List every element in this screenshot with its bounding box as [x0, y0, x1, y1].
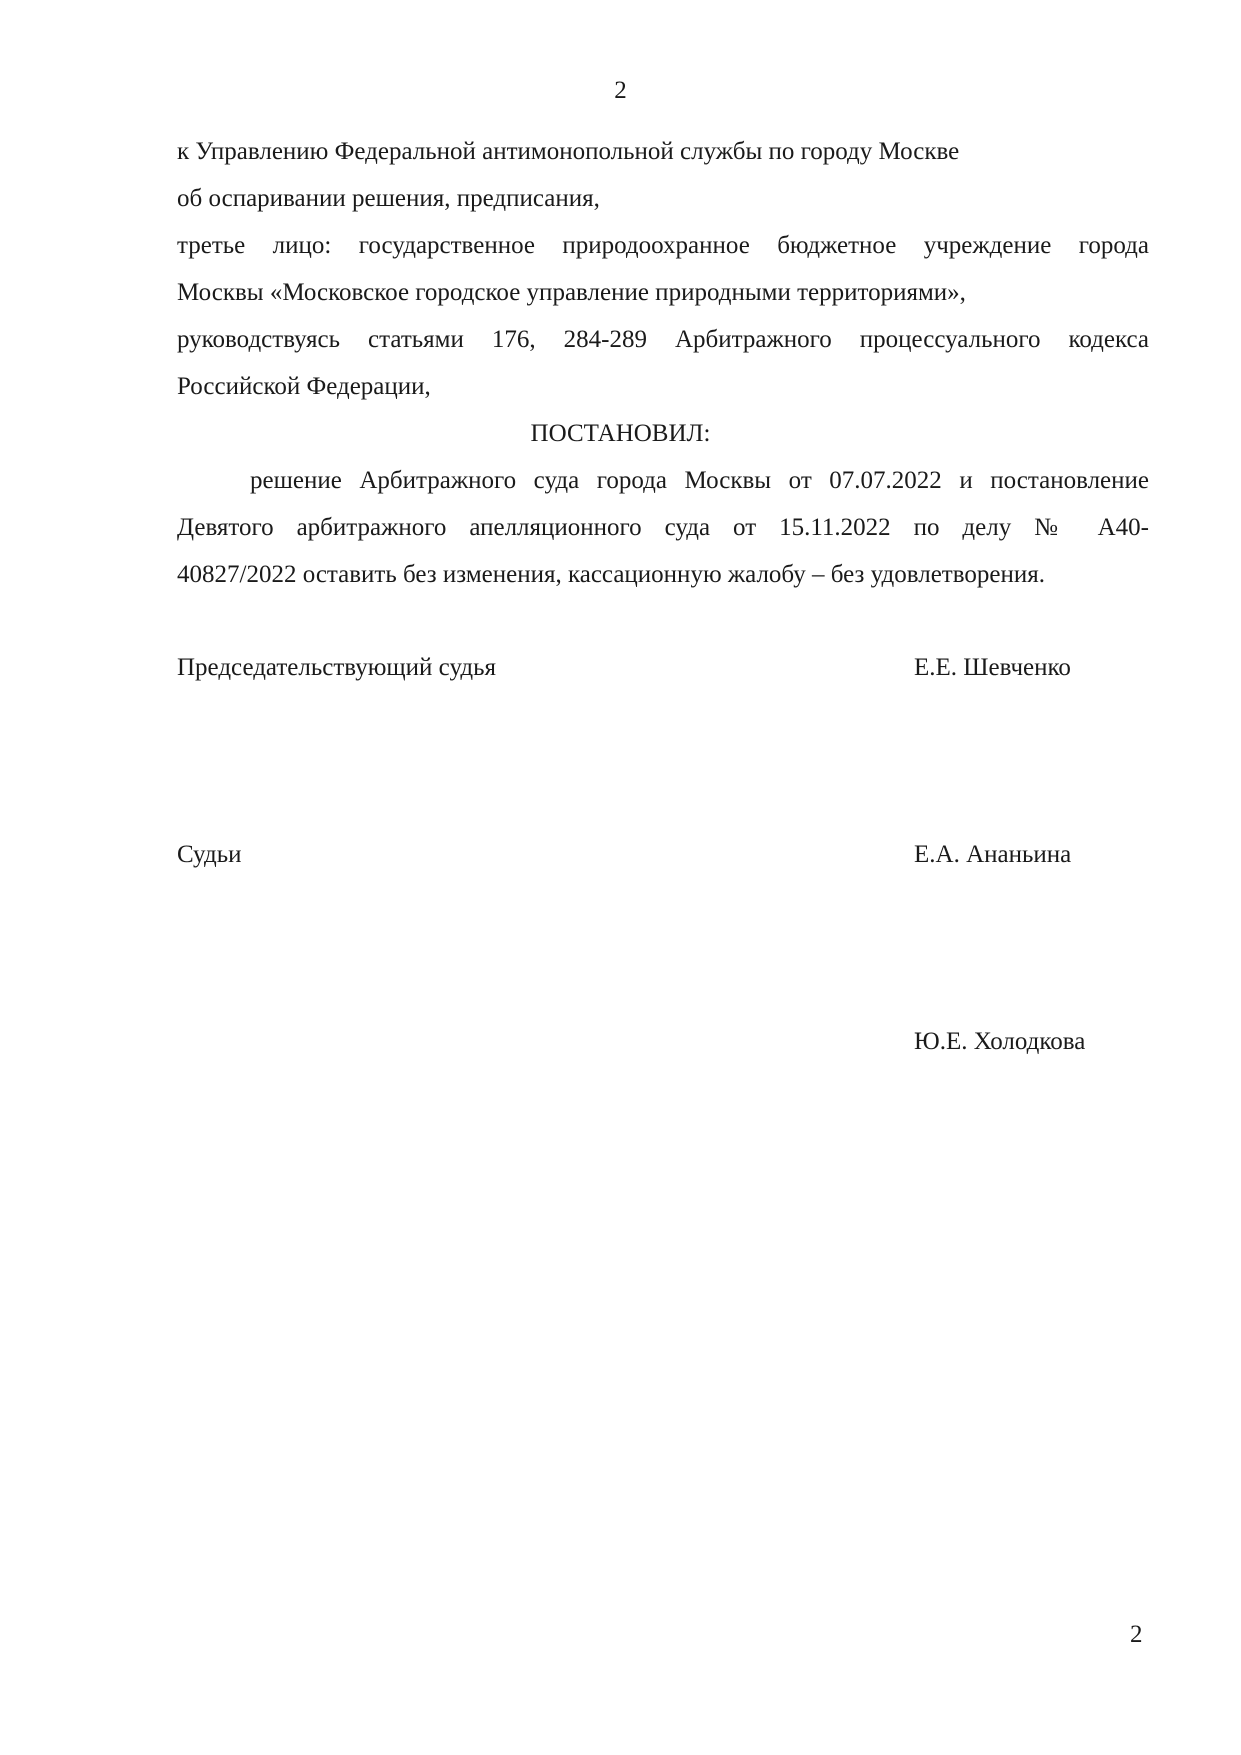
page-number-bottom: 2 [1130, 1621, 1143, 1648]
body-line-6: Российской Федерации, [177, 373, 431, 400]
ruling-heading: ПОСТАНОВИЛ: [530, 420, 711, 447]
presiding-judge-name: Е.Е. Шевченко [914, 654, 1071, 681]
presiding-judge-label: Председательствующий судья [177, 654, 496, 681]
body-line-1: к Управлению Федеральной антимонопольной службы по городу Москве [177, 138, 960, 165]
judges-label: Судьи [177, 841, 242, 868]
page-number-top: 2 [614, 77, 627, 104]
body-line-2: об оспаривании решения, предписания, [177, 185, 600, 212]
body-line-5: руководствуясь статьями 176, 284-289 Арбитражного процессуального кодекса [177, 326, 1149, 353]
body-line-3: третье лицо: государственное природоохранное бюджетное учреждение города [177, 232, 1149, 259]
judge-name-2: Ю.Е. Холодкова [914, 1028, 1086, 1055]
resolution-line-2: Девятого арбитражного апелляционного суда от 15.11.2022 по делу № А40- [177, 514, 1149, 541]
body-line-4: Москвы «Московское городское управление природными территориями», [177, 279, 966, 306]
judge-name-1: Е.А. Ананьина [914, 841, 1072, 868]
resolution-line-3: 40827/2022 оставить без изменения, кассационную жалобу – без удовлетворения. [177, 561, 1045, 588]
resolution-line-1: решение Арбитражного суда города Москвы от 07.07.2022 и постановление [250, 467, 1149, 494]
